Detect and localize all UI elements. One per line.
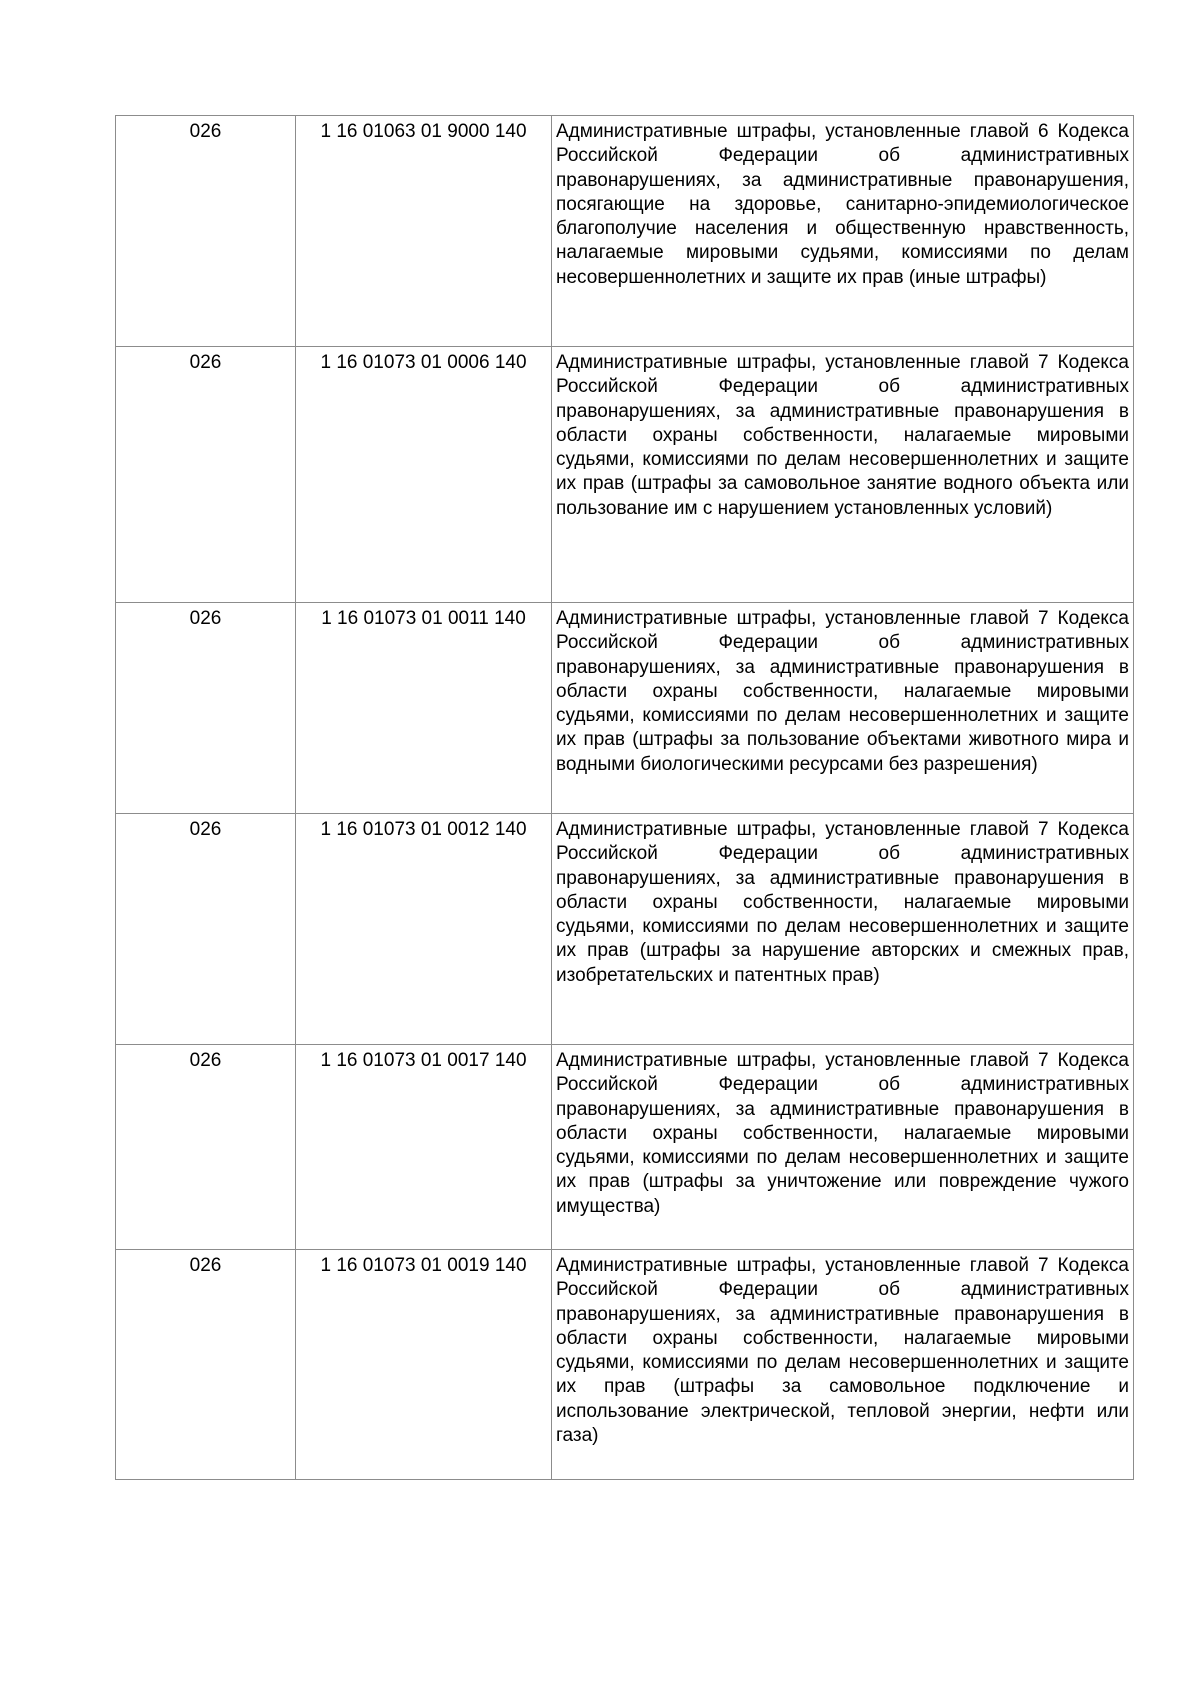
- administrator-code-cell: 026: [116, 347, 296, 603]
- table-row: [116, 1250, 1134, 1480]
- table-row: [116, 347, 1134, 603]
- revenue-description-text: Административные штрафы, установленные главой 7 Кодекса Российской Федерации об административных правонарушениях, за административные правонарушения в области охраны собственности, налагаемые мировыми судьями, комиссиями по делам несовершеннолетних и защите их прав (штрафы за самовольное занятие водного объекта или пользование им с нарушением установленных условий): [556, 352, 1129, 519]
- administrator-code-cell: 026: [116, 116, 296, 347]
- revenue-description-text: Административные штрафы, установленные главой 7 Кодекса Российской Федерации об административных правонарушениях, за административные правонарушения в области охраны собственности, налагаемые мировыми судьями, комиссиями по делам несовершеннолетних и защите их прав (штрафы за нарушение авторских и смежных прав, изобретательских и патентных прав): [556, 819, 1129, 986]
- budget-classification-code-cell: 1 16 01073 01 0006 140: [296, 347, 552, 603]
- budget-classification-code-cell: 1 16 01073 01 0012 140: [296, 814, 552, 1045]
- budget-classification-code-cell: 1 16 01073 01 0011 140: [296, 603, 552, 814]
- table-row: [116, 1045, 1134, 1250]
- administrator-code-cell: 026: [116, 603, 296, 814]
- table-row: [116, 603, 1134, 814]
- revenue-description-cell: [552, 1250, 1134, 1480]
- administrator-code-cell: 026: [116, 814, 296, 1045]
- revenue-description-cell: [552, 814, 1134, 1045]
- revenue-code-table: [115, 115, 1134, 1480]
- revenue-description-cell: [552, 603, 1134, 814]
- table-row: [116, 116, 1134, 347]
- revenue-description-text: Административные штрафы, установленные главой 7 Кодекса Российской Федерации об административных правонарушениях, за административные правонарушения в области охраны собственности, налагаемые мировыми судьями, комиссиями по делам несовершеннолетних и защите их прав (штрафы за самовольное подключение и использование электрической, тепловой энергии, нефти или газа): [556, 1255, 1129, 1447]
- revenue-description-cell: [552, 1045, 1134, 1250]
- revenue-description-text: Административные штрафы, установленные главой 7 Кодекса Российской Федерации об административных правонарушениях, за административные правонарушения в области охраны собственности, налагаемые мировыми судьями, комиссиями по делам несовершеннолетних и защите их прав (штрафы за уничтожение или повреждение чужого имущества): [556, 1050, 1129, 1217]
- administrator-code-cell: 026: [116, 1045, 296, 1250]
- administrator-code-cell: 026: [116, 1250, 296, 1480]
- table-row: [116, 814, 1134, 1045]
- revenue-description-cell: [552, 347, 1134, 603]
- revenue-description-text: Административные штрафы, установленные главой 6 Кодекса Российской Федерации об административных правонарушениях, за административные правонарушения, посягающие на здоровье, санитарно-эпидемиологическое благополучие населения и общественную нравственность, налагаемые мировыми судьями, комиссиями по делам несовершеннолетних и защите их прав (иные штрафы): [556, 121, 1129, 288]
- revenue-description-text: Административные штрафы, установленные главой 7 Кодекса Российской Федерации об административных правонарушениях, за административные правонарушения в области охраны собственности, налагаемые мировыми судьями, комиссиями по делам несовершеннолетних и защите их прав (штрафы за пользование объектами животного мира и водными биологическими ресурсами без разрешения): [556, 608, 1129, 775]
- budget-classification-code-cell: 1 16 01073 01 0017 140: [296, 1045, 552, 1250]
- budget-classification-code-cell: 1 16 01073 01 0019 140: [296, 1250, 552, 1480]
- budget-classification-code-cell: 1 16 01063 01 9000 140: [296, 116, 552, 347]
- revenue-description-cell: [552, 116, 1134, 347]
